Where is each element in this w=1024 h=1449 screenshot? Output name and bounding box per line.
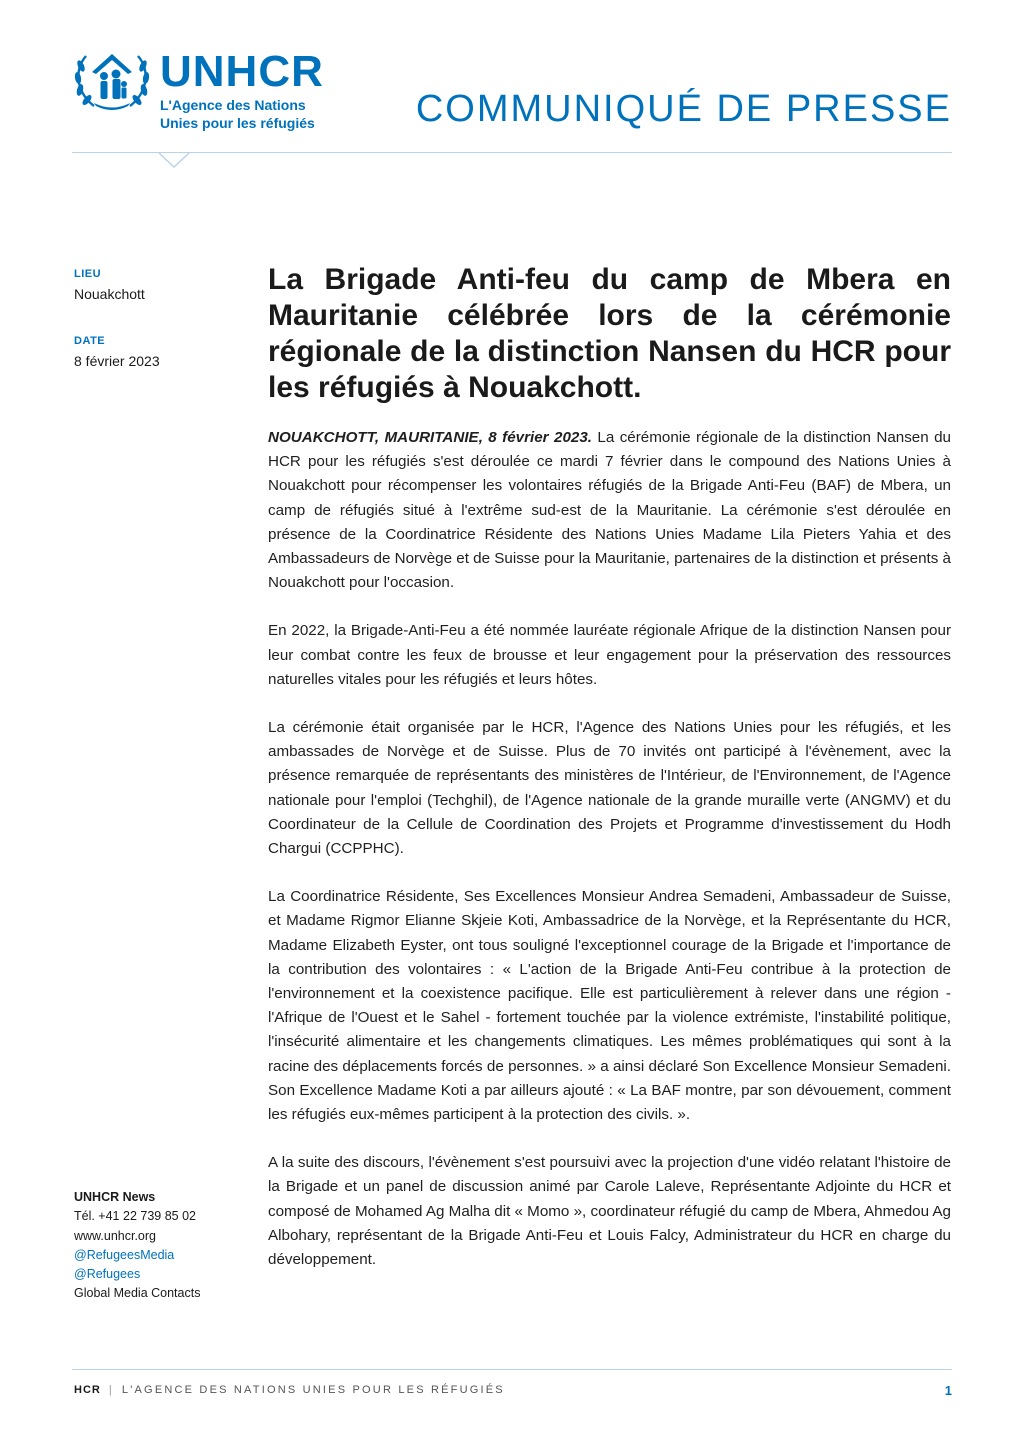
article-headline: La Brigade Anti-feu du camp de Mbera en Mauritanie célébrée lors de la cérémonie régionale de la distinction Nansen du HCR pour les réfugiés à Nouakchott. — [268, 263, 951, 404]
place-value: Nouakchott — [74, 286, 145, 302]
contacts-global-media-link[interactable]: Global Media Contacts — [74, 1286, 201, 1301]
unhcr-logo — [72, 48, 352, 138]
dateline: NOUAKCHOTT, MAURITANIE, 8 février 2023. — [268, 429, 593, 446]
logo-wordmark: UNHCR — [160, 47, 324, 96]
logo-subtitle — [160, 96, 315, 132]
document-type-title: COMMUNIQUÉ DE PRESSE — [415, 88, 952, 130]
paragraph-5: A la suite des discours, l'évènement s'est poursuivi avec la projection d'une vidéo relatant l'histoire de la Brigade et un panel de discussion animé par Carole Laleve, Représentante Adjointe du HCR et composé de Mohamed Ag Malha dit « Momo », coordinateur réfugié du camp de Mbera, Ahmedou Ag Albohary, représentant de la Brigade Anti-Feu et Louis Falcy, Administrateur du HCR en charge du développement. — [268, 1154, 951, 1269]
page-number: 1 — [944, 1383, 952, 1398]
paragraph-1-text: La cérémonie régionale de la distinction Nansen du HCR pour les réfugiés s'est déroulée ce mardi 7 février dans le compound des Nations Unies à Nouakchott pour récompenser les volontaires réfugiés de la Brigade Anti-Feu (BAF) de Mbera, un camp de réfugiés situé à l'extrême sud-est de la Mauritanie. La cérémonie s'est déroulée en présence de la Coordinatrice Résidente des Nations Unies Madame Lila Pieters Yahia et des Ambassadeurs de Norvège et de Suisse pour la Mauritanie, partenaires de la distinction et présents à Nouakchott pour l'occasion. — [268, 429, 951, 592]
unhcr-laurel-family-icon — [72, 48, 152, 112]
article-body — [268, 426, 951, 1296]
contacts-handle-refugees-link[interactable]: @Refugees — [74, 1267, 141, 1282]
paragraph-3: La cérémonie était organisée par le HCR, l'Agence des Nations Unies pour les réfugiés, et les ambassades de Norvège et de Suisse. Plus de 70 invités ont participé à l'évènement, avec la présence remarquée de représentants des ministères de l'Intérieur, de l'Environnement, de l'Agence nationale pour l'emploi (Techghil), de l'Agence nationale de la grande muraille verte (ANGMV) et du Coordinateur de la Cellule de Coordination des Projets et Programme d'investissement du Hodh Chargui (CCPPHC). — [268, 719, 951, 858]
paragraph-4: La Coordinatrice Résidente, Ses Excellences Monsieur Andrea Semadeni, Ambassadeur de Suisse, et Madame Rigmor Elianne Skjeie Koti, Ambassadrice de la Norvège, et la Représentante du HCR, Madame Elizabeth Eyster, ont tous souligné l'exceptionnel courage de la Brigade et l'importance de la contribution des volontaires : « L'action de la Brigade Anti-Feu contribue à la protection de l'environnement et la coexistence pacifique. Elle est particulièrement à relever dans une région - l'Afrique de l'Ouest et le Sahel - fortement touchée par la violence extrémiste, l'instabilité politique, l'insécurité alimentaire et les changements climatiques. Les mêmes problématiques qui sont à la racine des déplacements forcés de personnes. » a ainsi déclaré Son Excellence Monsieur Semadeni. Son Excellence Madame Koti a par ailleurs ajouté : « La BAF montre, par son dévouement, comment les réfugiés eux-mêmes participent à la protection des civils. ». — [268, 888, 951, 1124]
contacts-title: UNHCR News — [74, 1190, 156, 1204]
header-divider — [72, 152, 952, 153]
footer-divider — [72, 1369, 952, 1370]
logo-subtitle-line-2: Unies pour les réfugiés — [160, 115, 315, 131]
contacts-website-link[interactable]: www.unhcr.org — [74, 1228, 156, 1243]
paragraph-2: En 2022, la Brigade-Anti-Feu a été nommée lauréate régionale Afrique de la distinction Nansen pour leur combat contre les feux de brousse et leur engagement pour la préservation des ressources naturelles vitales pour les réfugiés et leurs hôtes. — [268, 622, 951, 688]
logo-subtitle-line-1: L'Agence des Nations — [160, 97, 306, 113]
chevron-down-icon — [158, 152, 190, 170]
footer-tagline-text: L'AGENCE DES NATIONS UNIES POUR LES RÉFUGIÉS — [121, 1384, 505, 1396]
footer-org: HCR — [74, 1384, 101, 1396]
place-label: LIEU — [74, 268, 102, 280]
footer-tagline — [74, 1384, 505, 1396]
date-label: DATE — [74, 335, 106, 347]
media-contacts — [74, 1188, 200, 1304]
paragraph-1 — [268, 426, 951, 595]
contacts-phone: Tél. +41 22 739 85 02 — [74, 1209, 196, 1224]
footer-separator: | — [108, 1384, 114, 1396]
date-value: 8 février 2023 — [74, 353, 160, 369]
contacts-handle-refugeesmedia-link[interactable]: @RefugeesMedia — [74, 1247, 175, 1262]
